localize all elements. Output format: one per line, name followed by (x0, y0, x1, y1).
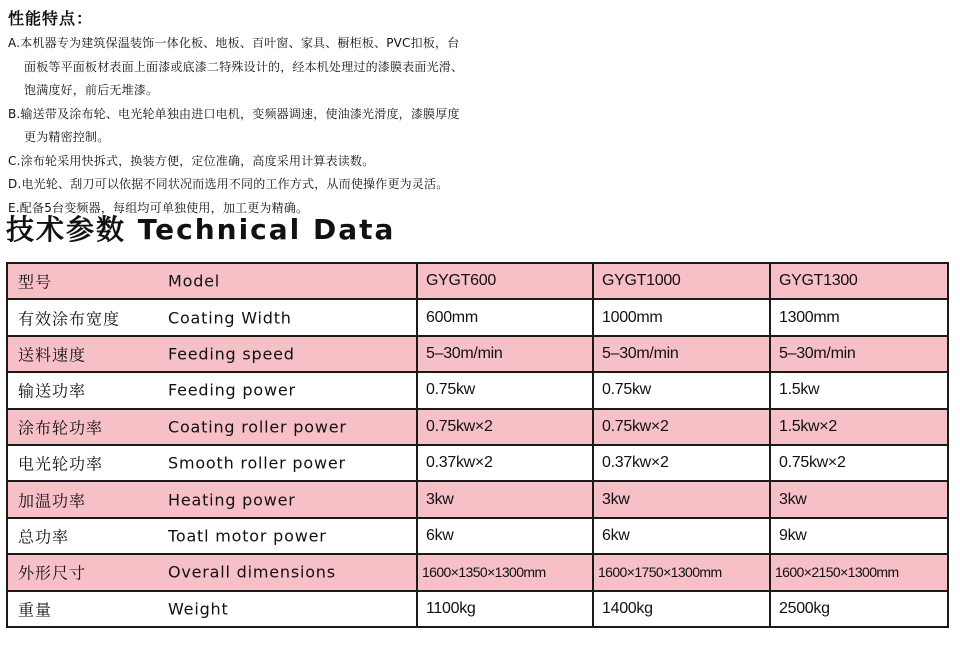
row-label-cell (7, 481, 417, 517)
value-cell-3: 1.5kw×2 (770, 409, 948, 445)
row-label-en: Overall dimensions (168, 562, 336, 582)
row-label-en: Heating power (168, 490, 296, 510)
value-cell-1: 5–30m/min (417, 336, 593, 372)
value-cell-3: 0.75kw×2 (770, 445, 948, 481)
value-cell-1: GYGT600 (417, 263, 593, 299)
value-cell-2: 1400kg (593, 591, 770, 627)
row-label-zh: 总功率 (18, 527, 70, 547)
feature-line: C.涂布轮采用快拆式，换装方便，定位准确，高度采用计算表读数。 (8, 153, 375, 168)
value-cell-2: 3kw (593, 481, 770, 517)
row-label-zh: 送料速度 (18, 345, 87, 365)
row-label-en: Weight (168, 599, 229, 619)
row-label-zh: 涂布轮功率 (18, 418, 104, 438)
row-label-zh: 重量 (18, 600, 53, 620)
row-label-en: Coating Width (168, 308, 292, 328)
feature-line: E.配备5台变频器，每组均可单独使用，加工更为精确。 (8, 200, 309, 215)
feature-line: 更为精密控制。 (24, 130, 110, 144)
row-label-en: Model (168, 271, 221, 291)
value-cell-2: 5–30m/min (593, 336, 770, 372)
value-cell-3: 1600×2150×1300mm (770, 554, 948, 590)
row-label-cell (7, 336, 417, 372)
value-cell-1: 600mm (417, 299, 593, 335)
feature-line: A.本机器专为建筑保温装饰一体化板、地板、百叶窗、家具、橱柜板、PVC扣板，台 (8, 36, 460, 50)
table-row (7, 591, 948, 627)
value-cell-1: 0.75kw (417, 372, 593, 408)
value-cell-1: 0.37kw×2 (417, 445, 593, 481)
row-label-zh: 输送功率 (18, 381, 87, 401)
row-label-zh: 有效涂布宽度 (18, 309, 121, 329)
row-label-cell (7, 518, 417, 554)
feature-line: 面板等平面板材表面上面漆或底漆二特殊设计的，经本机处理过的漆膜表面光滑、 (24, 59, 464, 74)
row-label-zh: 电光轮功率 (18, 454, 104, 474)
value-cell-2: 1000mm (593, 299, 770, 335)
row-label-zh: 型号 (18, 272, 53, 292)
value-cell-2: 0.75kw (593, 372, 770, 408)
value-cell-3: 2500kg (770, 591, 948, 627)
value-cell-2: 1600×1750×1300mm (593, 554, 770, 590)
feature-line: B.输送带及涂布轮、电光轮单独由进口电机，变频器调速，使油漆光滑度，漆膜厚度 (8, 106, 460, 121)
table-row (7, 518, 948, 554)
value-cell-2: 0.75kw×2 (593, 409, 770, 445)
row-label-zh: 加温功率 (18, 491, 87, 511)
row-label-cell (7, 445, 417, 481)
row-label-cell (7, 409, 417, 445)
value-cell-3: 9kw (770, 518, 948, 554)
value-cell-3: GYGT1300 (770, 263, 948, 299)
value-cell-3: 3kw (770, 481, 948, 517)
row-label-en: Feeding power (168, 380, 296, 400)
table-row (7, 554, 948, 590)
technical-data-title: 技术参数 Technical Data (6, 213, 396, 246)
value-cell-2: 0.37kw×2 (593, 445, 770, 481)
row-label-en: Coating roller power (168, 417, 347, 437)
table-row (7, 409, 948, 445)
row-label-en: Feeding speed (168, 344, 295, 364)
row-label-cell (7, 372, 417, 408)
value-cell-1: 0.75kw×2 (417, 409, 593, 445)
row-label-en: Toatl motor power (168, 526, 327, 546)
spec-table (6, 262, 949, 628)
value-cell-3: 1.5kw (770, 372, 948, 408)
value-cell-2: GYGT1000 (593, 263, 770, 299)
table-row (7, 481, 948, 517)
row-label-zh: 外形尺寸 (18, 563, 87, 583)
row-label-cell (7, 263, 417, 299)
features-list (8, 32, 568, 220)
row-label-cell (7, 554, 417, 590)
value-cell-3: 5–30m/min (770, 336, 948, 372)
row-label-en: Smooth roller power (168, 453, 346, 473)
value-cell-1: 6kw (417, 518, 593, 554)
table-row (7, 263, 948, 299)
feature-line: 饱满度好，前后无堆漆。 (24, 83, 159, 97)
row-label-cell (7, 591, 417, 627)
row-label-cell (7, 299, 417, 335)
table-row (7, 336, 948, 372)
table-row (7, 445, 948, 481)
value-cell-1: 3kw (417, 481, 593, 517)
value-cell-1: 1600×1350×1300mm (417, 554, 593, 590)
feature-line: D.电光轮、刮刀可以依据不同状况而选用不同的工作方式，从而使操作更为灵活。 (8, 177, 449, 191)
table-row (7, 372, 948, 408)
value-cell-3: 1300mm (770, 299, 948, 335)
table-row (7, 299, 948, 335)
value-cell-1: 1100kg (417, 591, 593, 627)
value-cell-2: 6kw (593, 518, 770, 554)
features-title: 性能特点： (8, 9, 94, 28)
